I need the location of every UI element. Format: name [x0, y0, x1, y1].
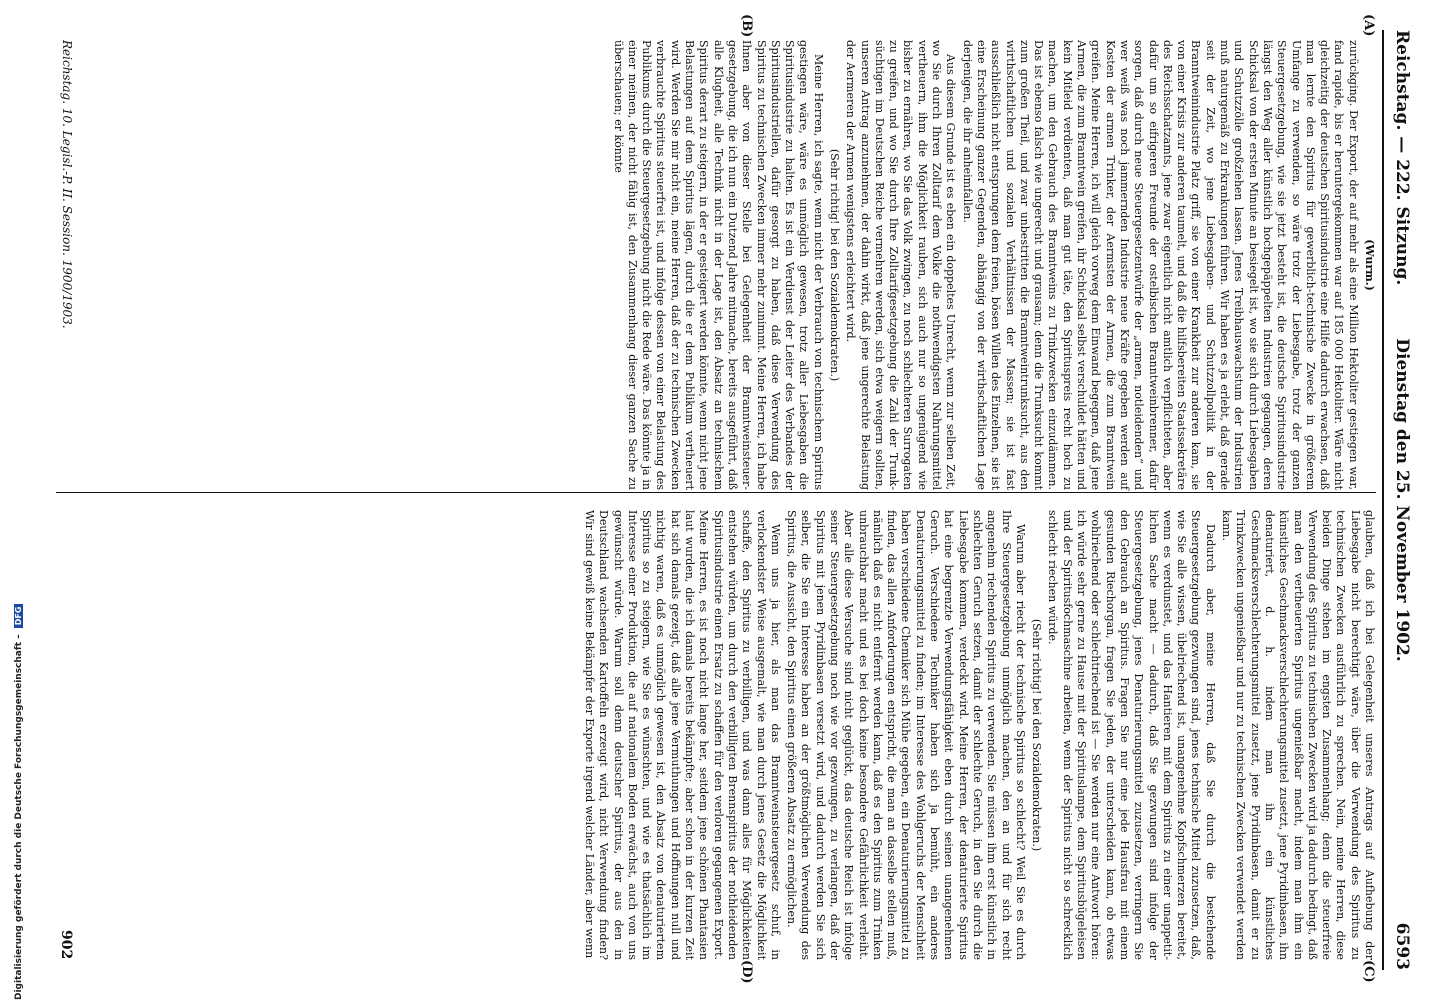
right-paragraph: Warum aber riecht der technische Spiritus so schlecht? Weil Sie es durch Ihre Steuergesetzgebung unmöglich machen, den an und für sich recht angenehm riechenden Spiritus zu verwenden. Sie müssen ihm erst künstlich in schlechten Geruch setzen, damit der schlechte Geruch, in den Sie durch die Liebesgabe kommen, verdeckt wird. Meine Herren, der denaturierte Spiritus hat eine begrenzte Verwendungsfähigkeit eben durch seinen unangenehmen Geruch. Verschiedene Techniker haben sich ja bemüht, ein anderes Denaturierungsmittel zu finden; im Interesse des Wohlgeruchs der Menschheit haben verschiedene Chemiker sich Mühe gegeben, ein Denaturierungsmittel zu finden, das allen Anforderungen entspricht, die man an dasselbe stellen muß, nämlich daß es nicht entfernt werden kann, daß es den Spiritus zum Trinken unbrauchbar macht und es bei doch keine besondere Gefährlichkeit verleiht. Aber alle diese Versuche sind nicht geglückt, das deutsche Reich ist infolge seiner Steuergesetzgebung noch wie vor gezwungen, zu verlangen, daß der Spiritus mit jenen Pyridinbasen versetzt wird, und dadurch werden Sie sich selber, die Sie ein Interesse haben an der größtmöglichen Verwendung des Spiritus, die Aussicht, den Spiritus einen größeren Absatz zu ermöglichen.	[785, 510, 1027, 960]
margin-mark-c: (C)	[1361, 960, 1376, 983]
interjection: (Sehr richtig! bei den Sozialdemokraten.)	[1030, 618, 1044, 852]
margin-mark-d: (D)	[739, 960, 754, 984]
left-column	[608, 40, 1376, 490]
right-paragraph: Dadurch aber, meine Herren, daß Sie durch die bestehende Steuergesetzgebung gezwungen sind, jenes technische Mittel zuzusetzen, daß, wie Sie alle wissen, übelriechend ist, unangenehme Kopfschmerzen bereitet, wenn es verdunstet, und das Hantieren mit dem Spiritus zu einer unappetitlichen Sache macht — dadurch, daß Sie gezwungen sind infolge der Steuergesetzgebung, jenes Denaturierungsmittel zuzusetzen, verringern Sie den Gebrauch an Spiritus. Fragen Sie nur eine jede Hausfrau mit einem gesunden Riechorgan, fragen Sie jeden, der unterscheiden kann, ob etwas wohlriechend oder schlechtriechend ist — Sie werden nur eine Antwort hören: ich würde sehr gerne zu Hause mit der Spirituslampe, dem Spiritusbügeleisen und der Spiritusfochmaschine arbeiten, wenn der Spiritus nicht so schrecklich schlecht riechen würde.	[1046, 510, 1217, 960]
footer-page-number: 902	[58, 930, 74, 960]
header-page-number: 6593	[1392, 922, 1412, 970]
header-center: Dienstag den 25. November 1902.	[1392, 338, 1412, 662]
margin-mark-a: (A)	[1361, 14, 1376, 37]
left-paragraph: Aus diesem Grunde ist es eben ein doppeltes Unrecht, wenn zur selben Zeit, wo Sie durch Ihren Zolltarif dem Volke die nothwendigsten Nahrungsmittel vertheuern, ihm die Möglichkeit rauben, sich auch nur so ungenügend wie bisher zu ernähren, wo Sie das Volk zwingen, zu noch schlechteren Surrogaten zu greifen, und wo Sie durch Ihre Zolltarifgesetzgebung die Zahl der Trunksüchtigen im Deutschen Reiche vermehren werden, sich etwa weigern sollten, unseren Antrag anzunehmen, der dahin wirkt, daß jene ungerechte Belastung der Aermeren der Armen wenigstens erleichtert wird.	[844, 40, 958, 490]
right-column	[580, 510, 1376, 960]
dfg-logo: DFG	[14, 604, 23, 629]
header-rule	[1382, 30, 1384, 970]
header-left: Reichstag. — 222. Sitzung.	[1392, 30, 1412, 286]
margin-mark-b: (B)	[739, 14, 754, 38]
column-divider	[56, 492, 1376, 493]
speaker-label: (Wurm.)	[1363, 239, 1376, 291]
footer-session: Reichstag. 10. Legisl.-P. II. Session. 1900/1903.	[60, 40, 74, 329]
right-paragraph: Wenn uns ja hier, als man das Branntweinsteuergesetz schuf, in verlockendster Weise ausgemalt, wie man durch jenes Gesetz die Möglichkeit schaffe, den Spiritus zu verbilligen, und was dann alles für Möglichkeiten entstehen würden, um durch den verbilligten Brennspiritus der nothleidenden Spiritusindustrie einen Ersatz zu schaffen für den verloren gegangenen Export. Meine Herren, es ist noch nicht lange her, seitdem jene schönen Phantasien laut wurden, die ich damals bereits bekämpfte; aber schon in der kurzen Zeit hat sich damals gezeigt, daß alle jene Vermuthungen und Hoffnungen null und nichtig waren, daß es unmöglich gewesen ist, den Absatz von denaturiertem Spiritus so zu steigern, wie Sie es wünschten, und wie es thatsächlich im Interesse einer Produktion, die auf nationalem Boden erwächst, auch von uns gewünscht würde. Warum soll denn deutscher Spiritus, der aus den in Deutschland wachsenden Kartoffeln erzeugt wird, nicht Verwendung finden? Wir sind gewiß keine Bekämpfer der Exporte irgend welcher Länder, aber wenn	[582, 510, 782, 960]
left-paragraph: zurückging. Der Export, der auf mehr als eine Million Hektoliter gestiegen war, fand rapide, bis er heruntergekommen war auf 185 000 Hektoliter. Wäre nicht gleichzeitig der deutschen Spiritusindustrie eine Hilfe dadurch erwachsen, daß man lernte den Spiritus für gewerblich-technische Zwecke in größerem Umfange zu verwenden, so wäre trotz der Liebesgabe, trotz der ganzen Steuergesetzgebung, wie sie jetzt besteht ist, die deutsche Spiritusindustrie längst den Weg aller künstlich hochgepäppelten Industrien gegangen, deren Schicksal von der ersten Minute an besiegelt ist, wo sie sich durch Liebesgaben und Schutzzölle großziehen lassen. Jenes Treibhauswachstum der Industrien muß naturgemäß zu Erkrankungen führen. Wir haben es ja erlebt, daß gerade seit der Zeit, wo jene Liebesgaben- und Schutzzollpolitik in der Branntweinindustrie Platz griff, sie von einer Krankheit zur anderen kam, sie von einer Krisis zur anderen taumelt, und daß die hilfsbereiten Staatssekretäre des Reichsschatzamts, jene zwar eigentlich nicht amtlich verpflichteten, aber dafür um so eifrigeren Freunde der ostelbischen Branntweinbrenner, dafür sorgen, daß durch neue Steuergesetzentwürfe der „armen, notleidenden“ und wer weiß was noch jammernden Industrie neue Kräfte gegeben werden auf Kosten der armen Trinker, der Aermsten der Armen, die zum Branntwein greifen. Meine Herren, ich will gleich vorweg dem Einwand begegnen, daß jene Armen, die zum Branntwein greifen, ihr Schicksal selbst verschuldet hätten und kein Mitleid verdienten, daß man gut täte, den Spirituspreis recht hoch zu machen, um den Gebrauch des Branntweins zu Trinkzwecken einzudämmen. Das ist ebenso falsch wie ungerecht und grausam; denn die Trunksucht kommt zum großen Theil, und zwar unbestritten die Branntweintrunksucht, aus den wirthschaftlichen und sozialen Verhältnissen der Massen; sie ist fast ausschließlich nicht entsprungen dem freien, bösen Willen des Einzelnen, sie ist eine Erscheinung ganzer Gegenden, abhängig von der wirthschaftlichen Lage derjenigen, die ihr anheimfallen.	[960, 40, 1360, 490]
digitization-credit	[14, 0, 30, 1000]
interjection: (Sehr richtig! bei den Sozialdemokraten.)	[828, 148, 842, 382]
left-paragraph: Meine Herren, ich sagte, wenn nicht der Verbrauch von technischem Spiritus gestiegen wäre, wäre es unmöglich gewesen, trotz aller Liebesgaben die Spiritusindustrie zu halten. Es ist ein Verdienst der Leiter des Verbandes der Spiritusindustriellen, dafür gesorgt zu haben, daß diese Verwendung des Spiritus zu technischen Zwecken immer mehr zunimmt. Meine Herren, ich habe Ihnen aber von dieser Stelle bei Gelegenheit der Branntweinsteuergesetzgebung, die ich nun ein Dutzend Jahre mitmache, bereits ausgeführt, daß alle Klugheit, alle Technik nicht in der Lage ist, den Absatz an technischem Spiritus derart zu steigern, in der er gesteigert werden könnte, wenn nicht jene Belastungen auf dem Spiritus lägen, durch die er dem Publikum vertheuert wird. Werden Sie mir nicht ein, meine Herren, daß der zu technischen Zwecken verbrauchte Spiritus steuerfrei ist, und infolge dessen von einer Belastung des Publikums durch die Steuergesetzgebung nicht die Rede wäre. Das könnte ja in einer meinen, der nicht fähig ist, den Zusammenhang dieser ganzen Sache zu überschauen; er könnte	[611, 40, 825, 490]
page-header	[1386, 30, 1412, 970]
right-paragraph: glauben, daß ich bei Gelegenheit unseres Antrags auf Aufhebung der Liebesgabe nicht berechtigt wäre, über die Verwendung des Spiritus zu technischen Zwecken ausführlich zu sprechen. Nein, meine Herren, diese beiden Dinge stehen im engsten Zusammenhang; denn die steuerfreie Verwendung des Spiritus zu technischen Zwecken wird ja dadurch bedingt, daß man den vertheuerten Spiritus ungenießbar macht, indem man ihm ein künstliches Geschmacksverschlechterungsmittel zusetzt, jene Pyridinbasen, ihn denaturiert, d. h. indem man ihn ein künstliches Geschmacksverschlechterungsmittel zusetzt, jene Pyridinbasen, damit er zu Trinkzwecken ungenießbar und nur zu technischen Zwecken verwendet werden kann.	[1220, 510, 1376, 960]
credit-text: Digitalisierung gefördert durch die Deutsche Forschungsgemeinschaft –	[14, 634, 24, 1000]
